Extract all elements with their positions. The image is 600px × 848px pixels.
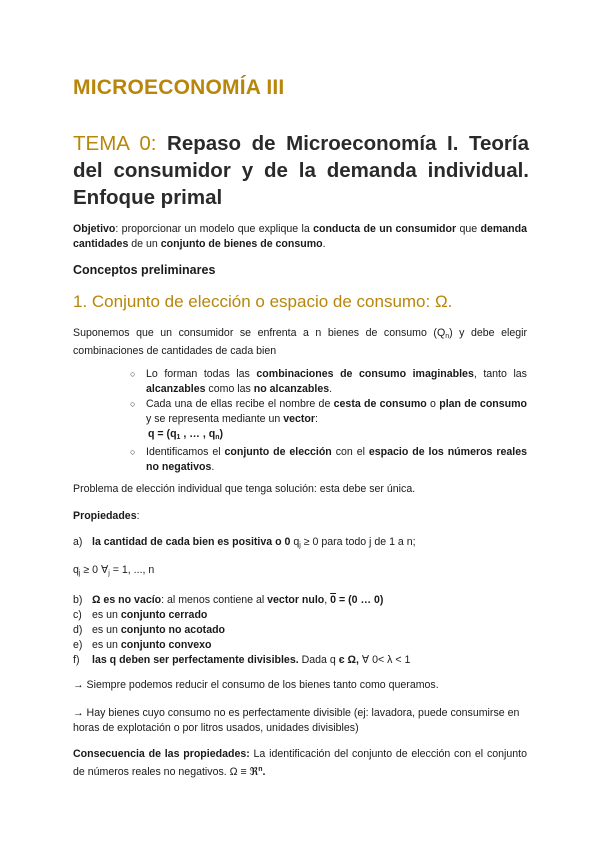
problema-paragraph: Problema de elección individual que tenga solución: esta debe ser única. [73,483,416,495]
property-b: b) Ω es no vacío: al menos contiene al vector nulo, 0 = (0 … 0) [73,594,384,606]
bullet-circle-icon: ○ [130,447,136,457]
arrow-note-1: → Siempre podemos reducir el consumo de los bienes tanto como queramos. [73,679,439,691]
conceptos-heading: Conceptos preliminares [73,263,216,277]
bullet-circle-icon: ○ [130,369,136,379]
bullet-list [130,367,527,475]
course-title: MICROECONOMÍA III [73,76,285,99]
bullet-item: ○ Cada una de ellas recibe el nombre de cesta de consumo o plan de consumo y se representa mediante un vector: [130,398,528,425]
arrow-note-2: → Hay bienes cuyo consumo no es perfectamente divisible (ej: lavadora, puede consumirse en horas de explotación o por litros usados, unidades divisibles) [73,707,520,734]
tema-heading [73,130,529,211]
suponemos-paragraph: Suponemos que un consumidor se enfrenta a n bienes de consumo $(Q_n)$ y debe elegir combinaciones de cantidades de cada bien [73,327,528,357]
property-a: a) la cantidad de cada bien es positiva o 0 $q_j \ge 0$ para todo j de 1 a n; [73,536,416,549]
property-list [73,593,410,668]
propiedades-heading: Propiedades: [73,510,140,522]
property-c: c) es un conjunto cerrado [73,609,208,621]
nonnegativity-formula: $q_j \ge 0$ $\forall_j = 1$, ..., n [73,564,155,577]
consecuencia-paragraph: Consecuencia de las propiedades: La identificación del conjunto de elección con el conjunto de números reales no negativos. Ω ≡ ℜ$^n$. [73,748,527,778]
section-1-heading: 1. Conjunto de elección o espacio de consumo: Ω. [73,292,453,311]
tema-label: TEMA 0: [73,132,157,155]
tema-title: Repaso de Microeconomía I. Teoría del consumidor y de la demanda individual. Enfoque primal [73,132,529,209]
bullet-circle-icon: ○ [130,399,136,409]
bullet-item: ○ Lo forman todas las combinaciones de consumo imaginables, tanto las alcanzables como las no alcanzables. [130,368,527,395]
objetivo-paragraph: Objetivo: proporcionar un modelo que explique la conducta de un consumidor que demanda cantidades de un conjunto de bienes de consumo. [73,223,527,250]
property-e: e) es un conjunto convexo [73,639,212,651]
vector-formula: $q = (q_1$ , … , $q_n$) [148,428,223,441]
objetivo-label: Objetivo [73,223,116,235]
property-d: d) es un conjunto no acotado [73,624,226,636]
bullet-item: ○ Identificamos el conjunto de elección con el espacio de los números reales no negativos. [130,446,527,473]
property-f: f) las q deben ser perfectamente divisibles. Dada q є Ω, ∀ 0< λ < 1 [73,654,411,666]
